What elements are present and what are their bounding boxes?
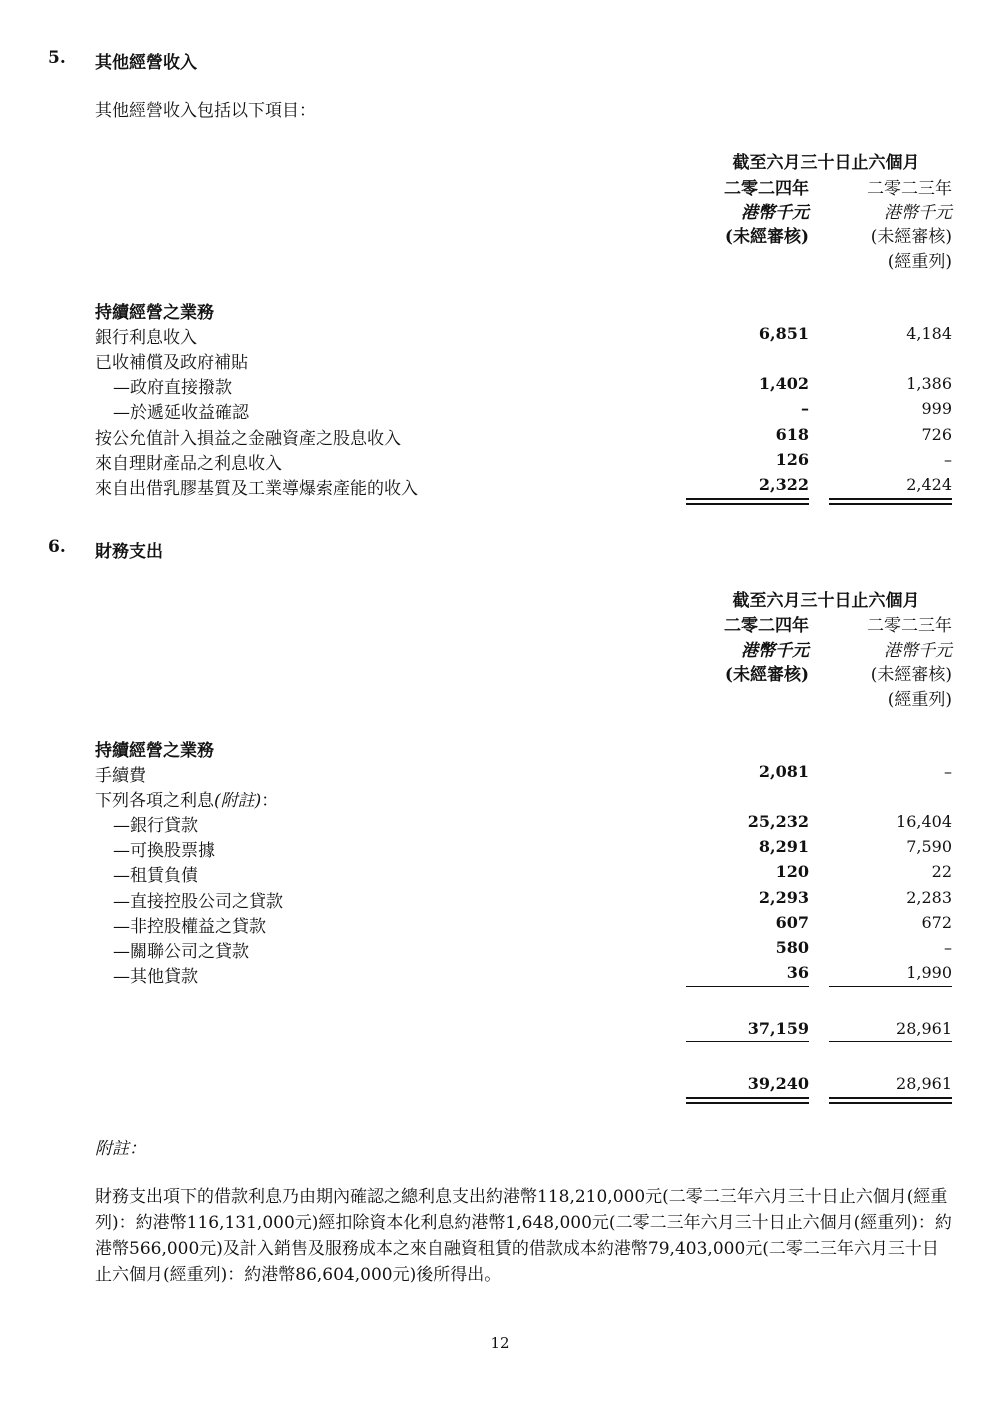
section-5-intro: 其他經營收入包括以下項目：	[95, 101, 316, 121]
s6-row-current: 120	[775, 862, 809, 881]
s6-fee-prior: –	[944, 762, 952, 781]
s5-header-audit-current: (未經審核)	[724, 227, 809, 247]
s5-header-unit-prior: 港幣千元	[884, 203, 952, 223]
s6-row-current: 607	[775, 913, 809, 932]
s5-header-year-prior: 二零二三年	[867, 179, 952, 199]
s6-header-year-current: 二零二四年	[724, 616, 809, 636]
s5-total-double-line-bottom	[686, 503, 809, 505]
s6-row-prior: 672	[921, 913, 952, 932]
s5-row-current: 2,322	[758, 475, 809, 494]
s6-row-label: —可換股票據	[113, 841, 215, 861]
s6-row-current: 36	[786, 963, 809, 982]
s6-row-label: —其他貸款	[113, 967, 198, 987]
s5-row-current: 6,851	[758, 324, 809, 343]
s6-header-audit-current: (未經審核)	[724, 665, 809, 685]
s6-row-prior: 2,283	[906, 888, 952, 907]
s6-header-unit-prior: 港幣千元	[884, 641, 952, 661]
s5-total-double-line-top	[686, 498, 809, 500]
page-number: 12	[490, 1334, 510, 1352]
s6-group-label: 持續經營之業務	[95, 741, 214, 761]
s6-row-label: —銀行貸款	[113, 816, 198, 836]
s6-row-prior: 16,404	[896, 812, 952, 831]
note-title: 附註：	[95, 1139, 146, 1159]
s5-group-label: 持續經營之業務	[95, 303, 214, 323]
s6-row-current: 580	[775, 938, 809, 957]
s5-row-current: 618	[775, 425, 809, 444]
s6-header-period: 截至六月三十日止六個月	[732, 591, 920, 611]
s6-row-prior: 7,590	[906, 837, 952, 856]
s5-row-label: —於遞延收益確認	[113, 403, 249, 423]
s5-row-label: 已收補償及政府補貼	[95, 353, 248, 373]
section-6-number: 6.	[48, 537, 66, 557]
s6-total-double-line-top	[829, 1097, 952, 1099]
s5-row-current: 1,402	[758, 374, 809, 393]
s6-total-double-line-bottom	[829, 1102, 952, 1104]
s5-row-prior: 4,184	[906, 324, 952, 343]
s5-header-unit-current: 港幣千元	[741, 203, 809, 223]
s6-subtotal-prior: 28,961	[896, 1019, 952, 1038]
s6-row-prior: 22	[931, 862, 952, 881]
s6-row-prior: 1,990	[906, 963, 952, 982]
s5-header-year-current: 二零二四年	[724, 179, 809, 199]
s5-row-label: 銀行利息收入	[95, 328, 197, 348]
s5-row-label: 來自理財產品之利息收入	[95, 454, 282, 474]
s6-sum-line	[686, 986, 809, 987]
s5-row-label: —政府直接撥款	[113, 378, 232, 398]
s6-row-label: —直接控股公司之貸款	[113, 892, 283, 912]
s6-fee-label: 手續費	[95, 766, 146, 786]
s6-header-unit-current: 港幣千元	[741, 641, 809, 661]
note-body: 財務支出項下的借款利息乃由期內確認之總利息支出約港幣118,210,000元(二零二三年六月三十日止六個月(經重列)：約港幣116,131,000元)經扣除資本化利息約港幣1,648,000元(二零二三年六月三十日止六個月(經重列)：約港幣566,000元)及計入銷售及服務成本之來自融資租賃的借款成本約港幣79,403,000元(二零二三年六月三十日止六個月(經重列)：約港幣86,604,000元)後所得出。	[95, 1187, 952, 1285]
s6-fee-current: 2,081	[758, 762, 809, 781]
section-6-title: 財務支出	[95, 542, 163, 562]
s5-row-prior: –	[944, 450, 952, 469]
s5-row-current: –	[801, 399, 809, 418]
s6-total-double-line-bottom	[686, 1102, 809, 1104]
s6-interest-label: 下列各項之利息	[95, 791, 214, 811]
section-5-title: 其他經營收入	[95, 53, 197, 73]
s6-interest-colon: ：	[261, 791, 279, 811]
s6-interest-heading	[95, 786, 278, 811]
s6-row-prior: –	[944, 938, 952, 957]
s5-header-restated: (經重列)	[887, 252, 952, 272]
s6-row-label: —租賃負債	[113, 866, 198, 886]
s6-sum-line	[829, 986, 952, 987]
s5-row-label: 按公允值計入損益之金融資產之股息收入	[95, 429, 401, 449]
s5-row-prior: 1,386	[906, 374, 952, 393]
s6-total-double-line-top	[686, 1097, 809, 1099]
s6-header-restated: (經重列)	[887, 690, 952, 710]
s5-header-audit-prior: (未經審核)	[870, 227, 952, 247]
s6-subtotal-line	[829, 1041, 952, 1042]
s6-subtotal-line	[686, 1041, 809, 1042]
s6-subtotal-current: 37,159	[747, 1019, 809, 1038]
s6-total-prior: 28,961	[896, 1074, 952, 1093]
s5-row-current: 126	[775, 450, 809, 469]
s5-total-double-line-bottom	[829, 503, 952, 505]
s6-interest-note-ref: (附註)	[214, 791, 262, 811]
s6-header-year-prior: 二零二三年	[867, 616, 952, 636]
s5-row-prior: 2,424	[906, 475, 952, 494]
s5-row-prior: 999	[921, 399, 952, 418]
s6-row-label: —關聯公司之貸款	[113, 942, 249, 962]
s5-row-prior: 726	[921, 425, 952, 444]
s6-row-current: 25,232	[747, 812, 809, 831]
s5-total-double-line-top	[829, 498, 952, 500]
s5-header-period: 截至六月三十日止六個月	[732, 153, 920, 173]
s6-header-audit-prior: (未經審核)	[870, 665, 952, 685]
s5-row-label: 來自出借乳膠基質及工業導爆索產能的收入	[95, 479, 418, 499]
section-5-number: 5.	[48, 48, 66, 68]
s6-total-current: 39,240	[747, 1074, 809, 1093]
s6-row-current: 2,293	[758, 888, 809, 907]
s6-row-current: 8,291	[758, 837, 809, 856]
s6-row-label: —非控股權益之貸款	[113, 917, 266, 937]
